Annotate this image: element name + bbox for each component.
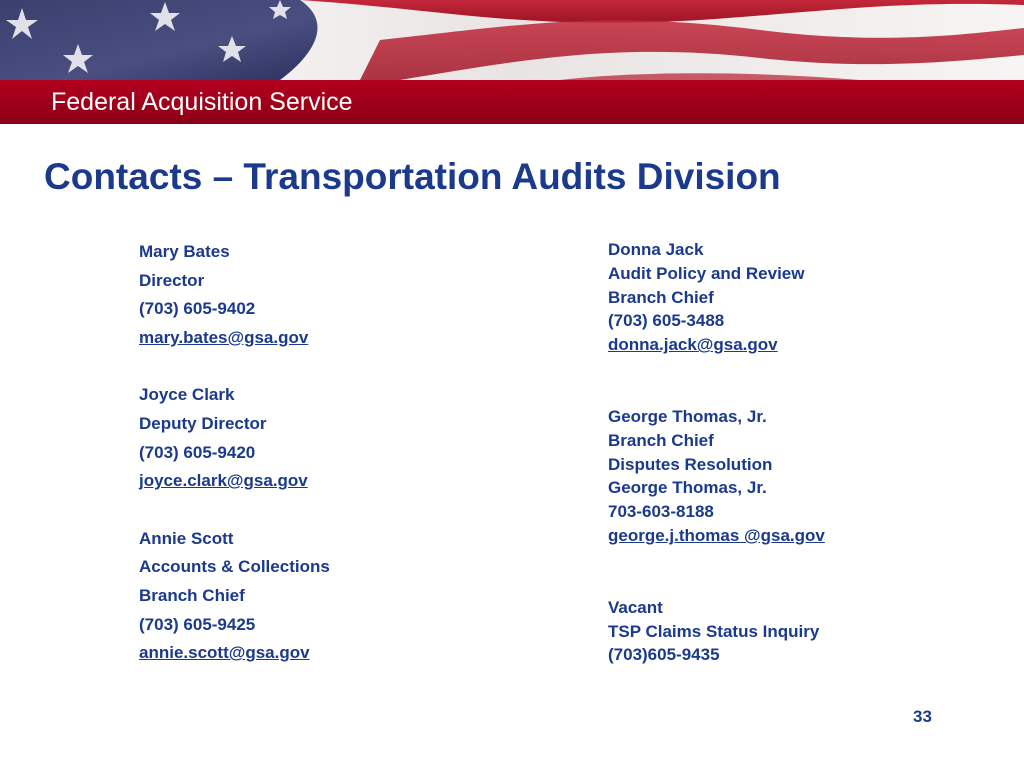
flag-banner [0,0,1024,80]
contact-email-link[interactable]: george.j.thomas @gsa.gov [608,525,825,545]
contact-name: Mary Bates [139,242,230,261]
contacts-left-column [139,238,330,697]
contact-card [139,525,330,668]
page-number: 33 [913,707,932,726]
contact-card [608,596,825,667]
contact-title: Accounts & Collections [139,557,330,577]
contact-card [139,381,330,495]
contact-name: Vacant [608,597,663,617]
contact-title: Disputes Resolution [608,454,773,474]
contact-title: Branch Chief [608,287,714,307]
contact-title: TSP Claims Status Inquiry [608,621,820,641]
contact-phone: (703) 605-9402 [139,299,256,319]
service-name: Federal Acquisition Service [51,88,353,116]
contact-phone: (703)605-9435 [608,645,720,665]
contact-email-link[interactable]: donna.jack@gsa.gov [608,335,778,355]
contact-email-link[interactable]: joyce.clark@gsa.gov [139,471,308,491]
contact-phone: (703) 605-9425 [139,614,256,634]
contact-phone: 703-603-8188 [608,502,714,522]
contact-name: Joyce Clark [139,385,235,405]
flag-image [0,0,1024,80]
contact-name: George Thomas, Jr. [608,406,767,426]
contact-name: George Thomas, Jr. [608,478,767,498]
contact-card [608,405,825,548]
contact-title: Director [139,270,205,290]
contact-name: Annie Scott [139,528,234,548]
slide-title: Contacts – Transportation Audits Division [44,156,781,197]
contact-phone: (703) 605-3488 [608,311,725,331]
contact-name: Donna Jack [608,240,704,259]
contact-card [608,238,825,357]
contact-title: Deputy Director [139,413,267,433]
contact-email-link[interactable]: annie.scott@gsa.gov [139,643,310,663]
contact-title: Branch Chief [139,585,245,605]
contact-title: Branch Chief [608,430,714,450]
contact-phone: (703) 605-9420 [139,442,256,462]
contacts-right-column [608,238,825,691]
contact-title: Audit Policy and Review [608,263,805,283]
contact-email-link[interactable]: mary.bates@gsa.gov [139,327,309,347]
contact-card [139,238,330,352]
